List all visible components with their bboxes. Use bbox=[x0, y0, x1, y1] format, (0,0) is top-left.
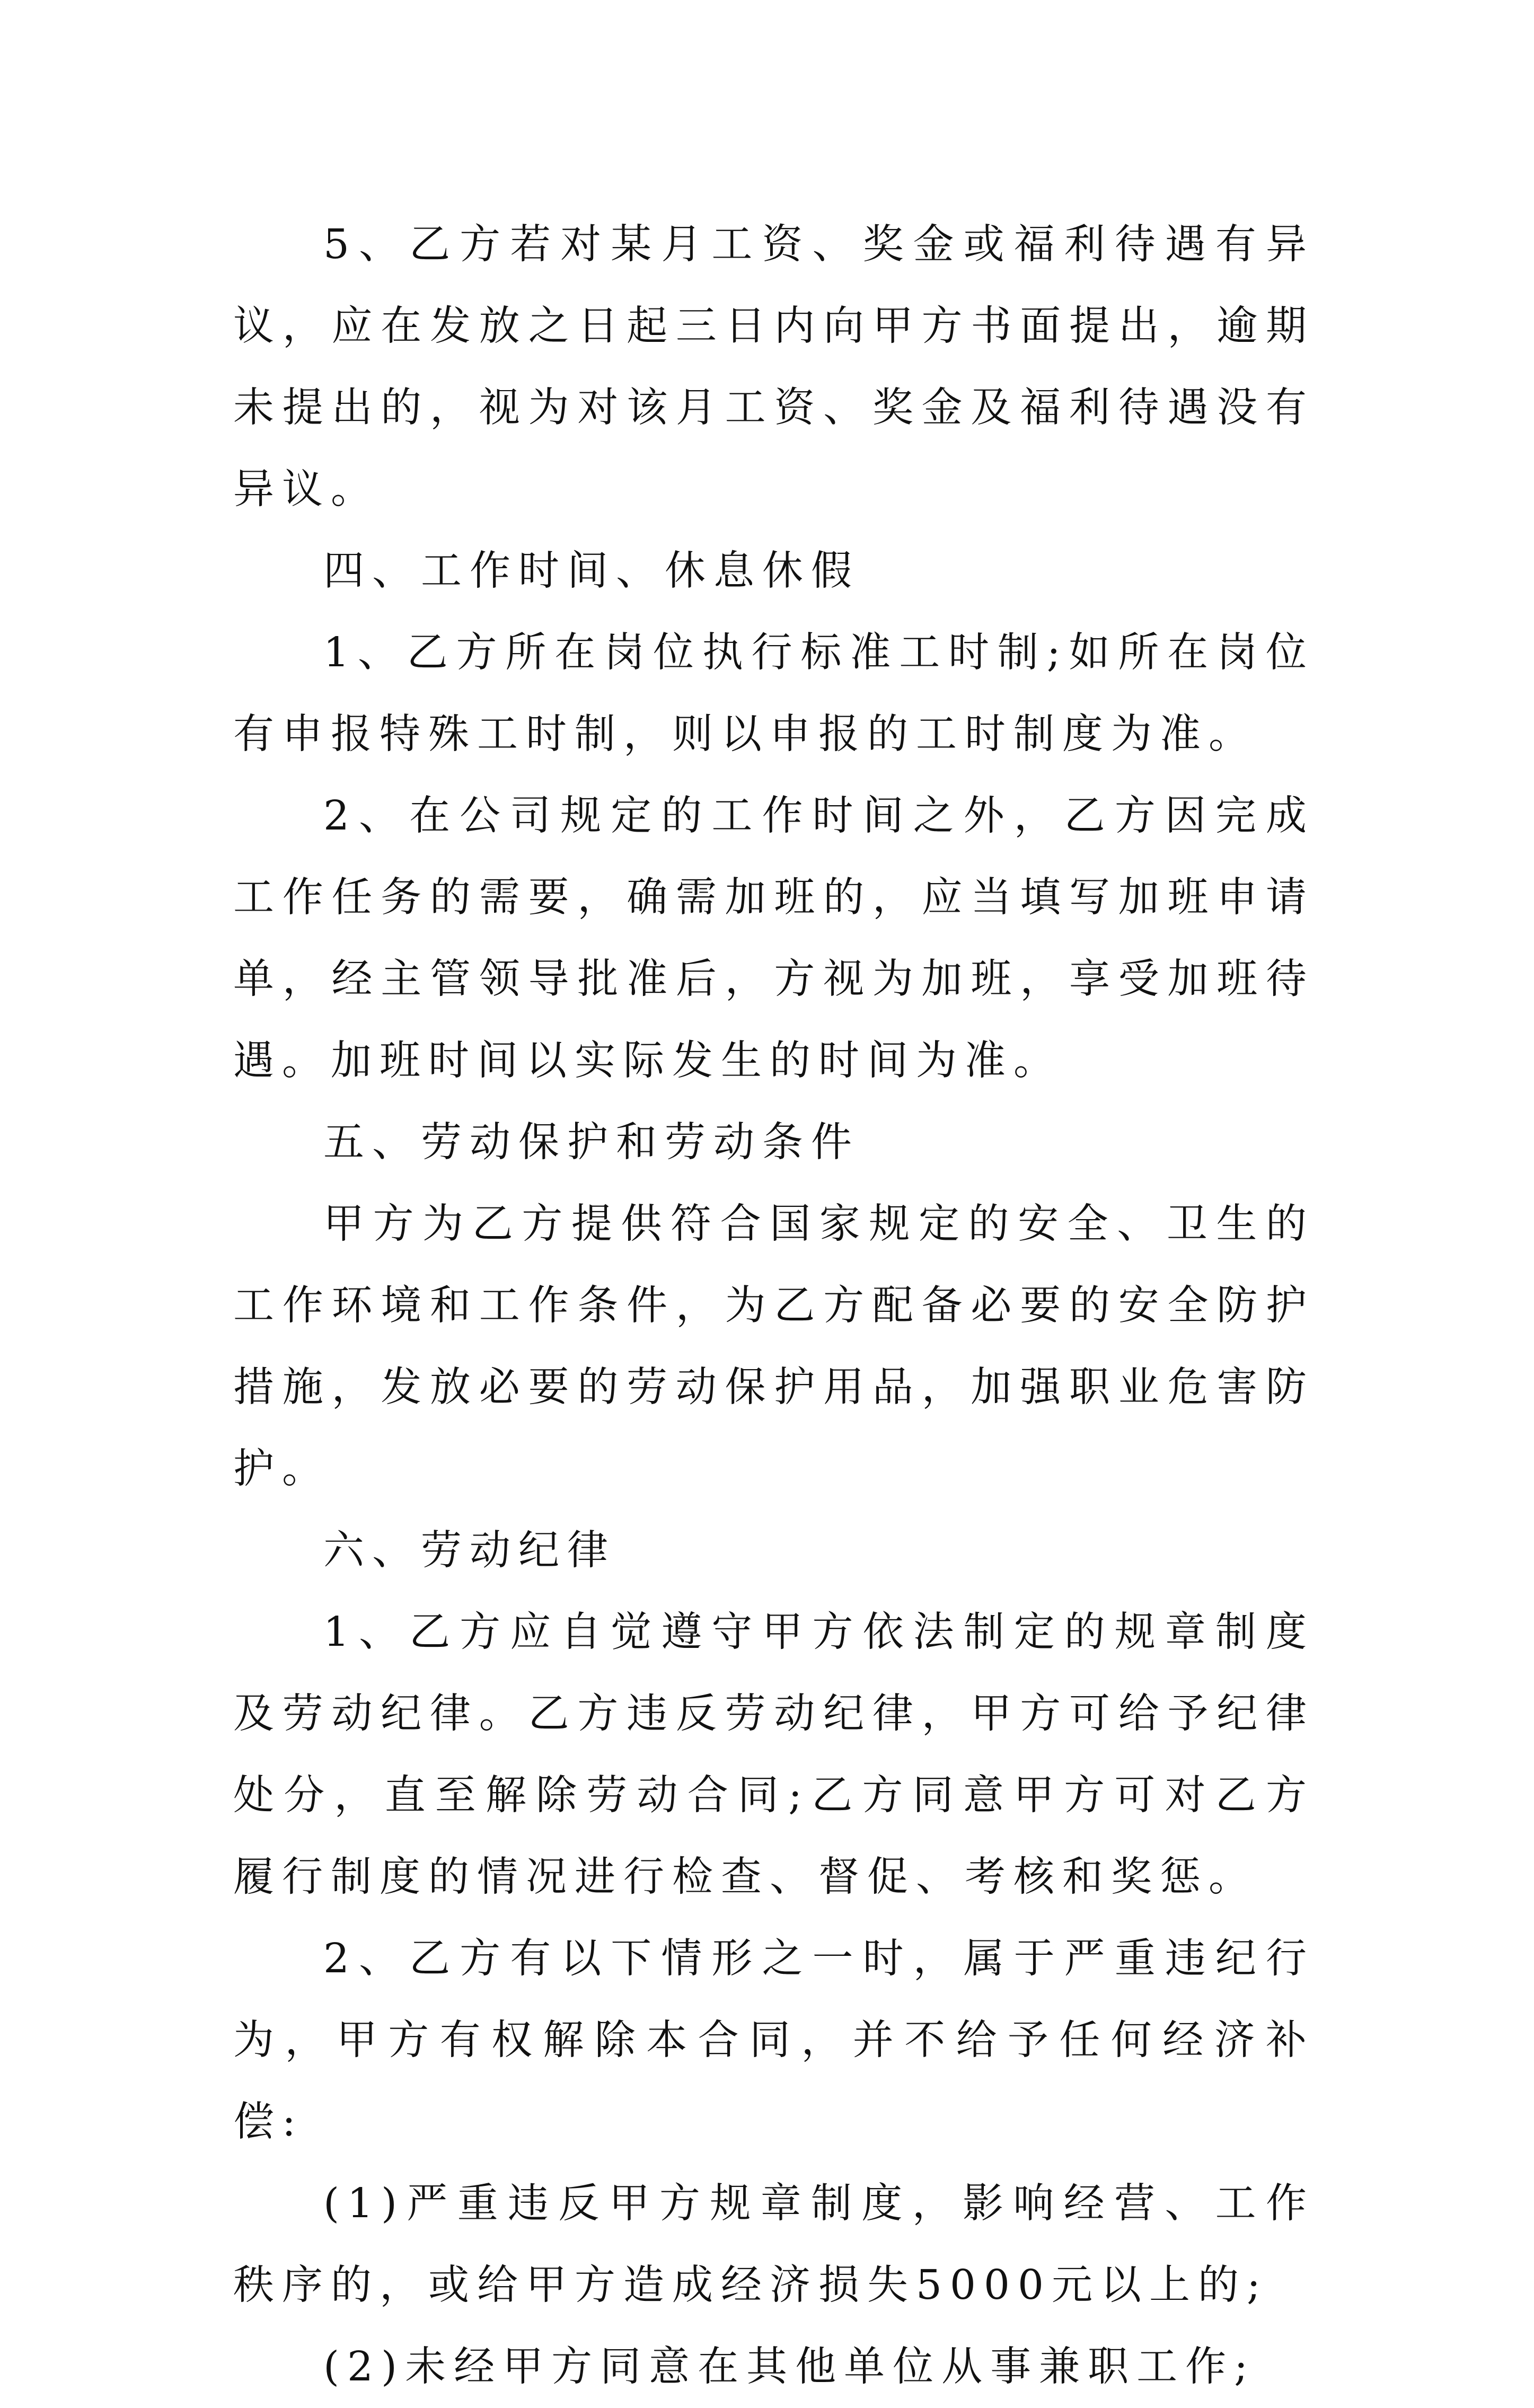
section-heading-labor-discipline: 六、劳动纪律 bbox=[323, 1527, 616, 1574]
paragraph-standard-hours: 1、乙方所在岗位执行标准工时制;如所在岗位有申报特殊工时制，则以申报的工时制度为准。 bbox=[233, 629, 1315, 758]
paragraph-wage-objection: 5、乙方若对某月工资、奖金或福利待遇有异议，应在发放之日起三日内向甲方书面提出，逾期未提出的，视为对该月工资、奖金及福利待遇没有异议。 bbox=[233, 221, 1315, 513]
paragraph-discipline-rules: 1、乙方应自觉遵守甲方依法制定的规章制度及劳动纪律。乙方违反劳动纪律，甲方可给予纪律处分，直至解除劳动合同;乙方同意甲方可对乙方履行制度的情况进行检查、督促、考核和奖惩。 bbox=[233, 1609, 1315, 1901]
list-item-violation-1: (1)严重违反甲方规章制度，影响经营、工作秩序的，或给甲方造成经济损失5000元以上的; bbox=[233, 2180, 1315, 2309]
paragraph-safety-conditions: 甲方为乙方提供符合国家规定的安全、卫生的工作环境和工作条件，为乙方配备必要的安全防护措施，发放必要的劳动保护用品，加强职业危害防护。 bbox=[233, 1201, 1315, 1493]
paragraph-serious-violations: 2、乙方有以下情形之一时，属于严重违纪行为，甲方有权解除本合同，并不给予任何经济补偿: bbox=[233, 1935, 1315, 2146]
document-body bbox=[233, 204, 1315, 2408]
section-heading-labor-protection: 五、劳动保护和劳动条件 bbox=[323, 1119, 860, 1166]
section-heading-working-hours: 四、工作时间、休息休假 bbox=[323, 548, 860, 595]
paragraph-overtime: 2、在公司规定的工作时间之外，乙方因完成工作任务的需要，确需加班的，应当填写加班申请单，经主管领导批准后，方视为加班，享受加班待遇。加班时间以实际发生的时间为准。 bbox=[233, 792, 1315, 1084]
list-item-violation-2: (2)未经甲方同意在其他单位从事兼职工作; bbox=[323, 2343, 1256, 2391]
